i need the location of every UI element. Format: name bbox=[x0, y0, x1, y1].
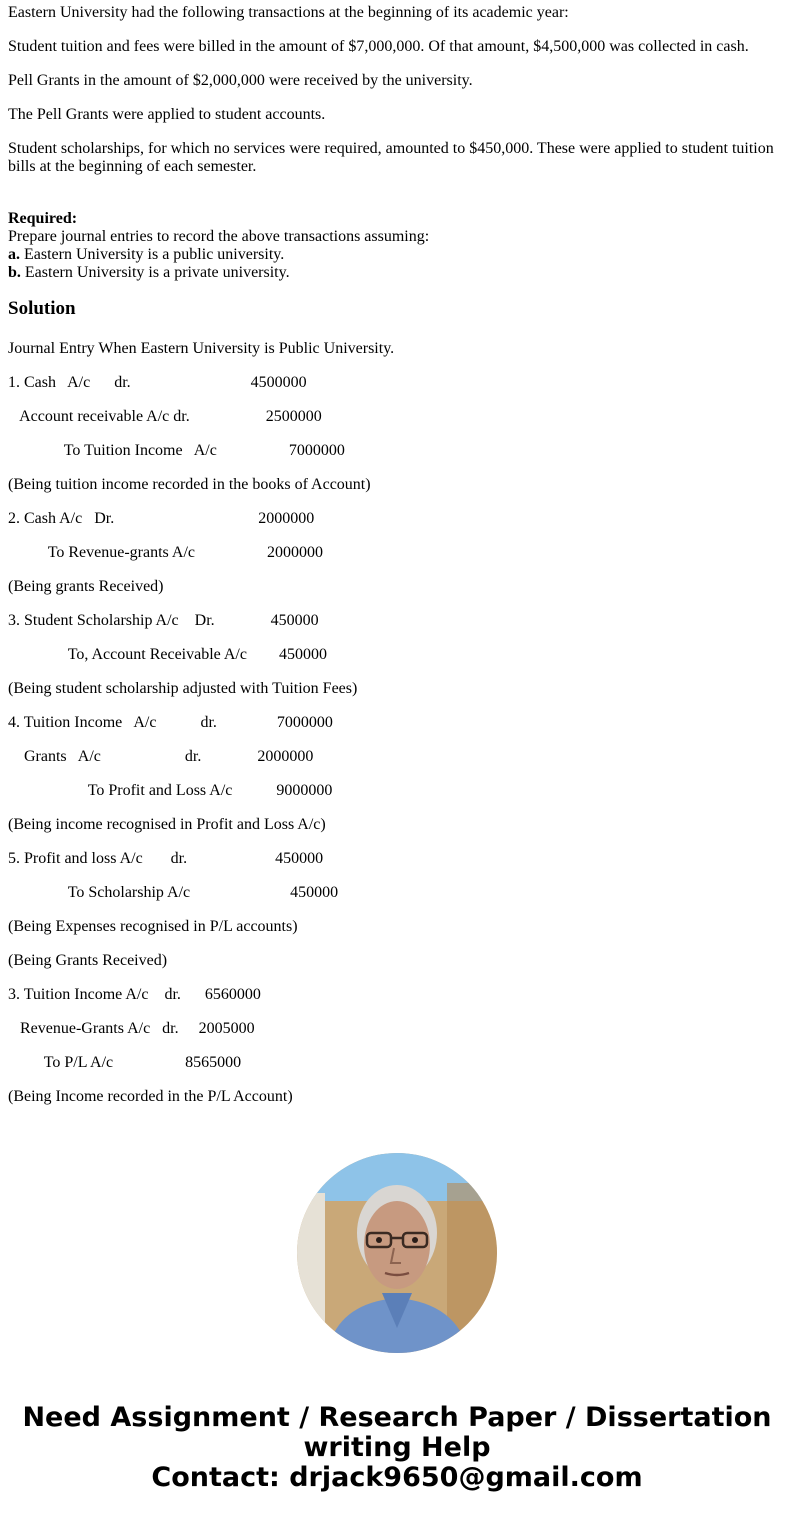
journal-line: 1. Cash A/c dr. 4500000 bbox=[8, 374, 307, 391]
journal-line: To, Account Receivable A/c 450000 bbox=[8, 646, 327, 663]
part-a bbox=[8, 246, 786, 264]
journal-line: Account receivable A/c dr. 2500000 bbox=[8, 408, 322, 425]
transaction-4: Student scholarships, for which no services were required, amounted to $450,000. These were applied to student tuition bills at the beginning of each semester. bbox=[8, 140, 774, 175]
journal-line: (Being grants Received) bbox=[8, 578, 164, 595]
journal-line: To Tuition Income A/c 7000000 bbox=[8, 442, 345, 459]
solution-heading: Solution bbox=[8, 298, 76, 319]
journal-line: To P/L A/c 8565000 bbox=[8, 1054, 242, 1071]
journal-line: (Being Expenses recognised in P/L accounts) bbox=[8, 918, 298, 935]
author-photo-icon bbox=[297, 1153, 497, 1353]
solution-lines bbox=[8, 340, 786, 1106]
question-intro: Eastern University had the following transactions at the beginning of its academic year: bbox=[8, 4, 569, 21]
part-a-text: Eastern University is a public university. bbox=[20, 246, 285, 263]
journal-line: Revenue-Grants A/c dr. 2005000 bbox=[8, 1020, 255, 1037]
part-b-label: b. bbox=[8, 264, 21, 281]
author-avatar bbox=[297, 1153, 497, 1353]
transaction-2: Pell Grants in the amount of $2,000,000 were received by the university. bbox=[8, 72, 473, 89]
journal-line: 4. Tuition Income A/c dr. 7000000 bbox=[8, 714, 333, 731]
promo-banner bbox=[0, 1403, 794, 1493]
journal-line: Grants A/c dr. 2000000 bbox=[8, 748, 314, 765]
part-b-text: Eastern University is a private university. bbox=[20, 264, 290, 281]
journal-line: (Being Income recorded in the P/L Account) bbox=[8, 1088, 293, 1105]
journal-line: To Profit and Loss A/c 9000000 bbox=[8, 782, 333, 799]
journal-line: (Being tuition income recorded in the books of Account) bbox=[8, 476, 371, 493]
promo-line-2: writing Help bbox=[303, 1432, 491, 1463]
part-a-label: a. bbox=[8, 246, 20, 263]
journal-line: (Being student scholarship adjusted with Tuition Fees) bbox=[8, 680, 358, 697]
journal-line: 5. Profit and loss A/c dr. 450000 bbox=[8, 850, 324, 867]
required-text: Prepare journal entries to record the above transactions assuming: bbox=[8, 228, 430, 245]
transaction-3: The Pell Grants were applied to student accounts. bbox=[8, 106, 326, 123]
journal-line: 3. Student Scholarship A/c Dr. 450000 bbox=[8, 612, 319, 629]
journal-line: 2. Cash A/c Dr. 2000000 bbox=[8, 510, 315, 527]
required-label: Required: bbox=[8, 210, 78, 227]
journal-line: (Being income recognised in Profit and Loss A/c) bbox=[8, 816, 326, 833]
journal-line: To Scholarship A/c 450000 bbox=[8, 884, 339, 901]
required-section bbox=[8, 210, 786, 282]
promo-line-1: Need Assignment / Research Paper / Dissertation bbox=[22, 1402, 772, 1433]
journal-line: 3. Tuition Income A/c dr. 6560000 bbox=[8, 986, 261, 1003]
journal-line: (Being Grants Received) bbox=[8, 952, 168, 969]
part-b bbox=[8, 264, 786, 282]
document-body bbox=[8, 4, 786, 1122]
transaction-1: Student tuition and fees were billed in the amount of $7,000,000. Of that amount, $4,500,000 was collected in cash. bbox=[8, 38, 749, 55]
journal-line: To Revenue-grants A/c 2000000 bbox=[8, 544, 323, 561]
journal-line: Journal Entry When Eastern University is Public University. bbox=[8, 340, 395, 357]
promo-contact: Contact: drjack9650@gmail.com bbox=[151, 1462, 643, 1493]
